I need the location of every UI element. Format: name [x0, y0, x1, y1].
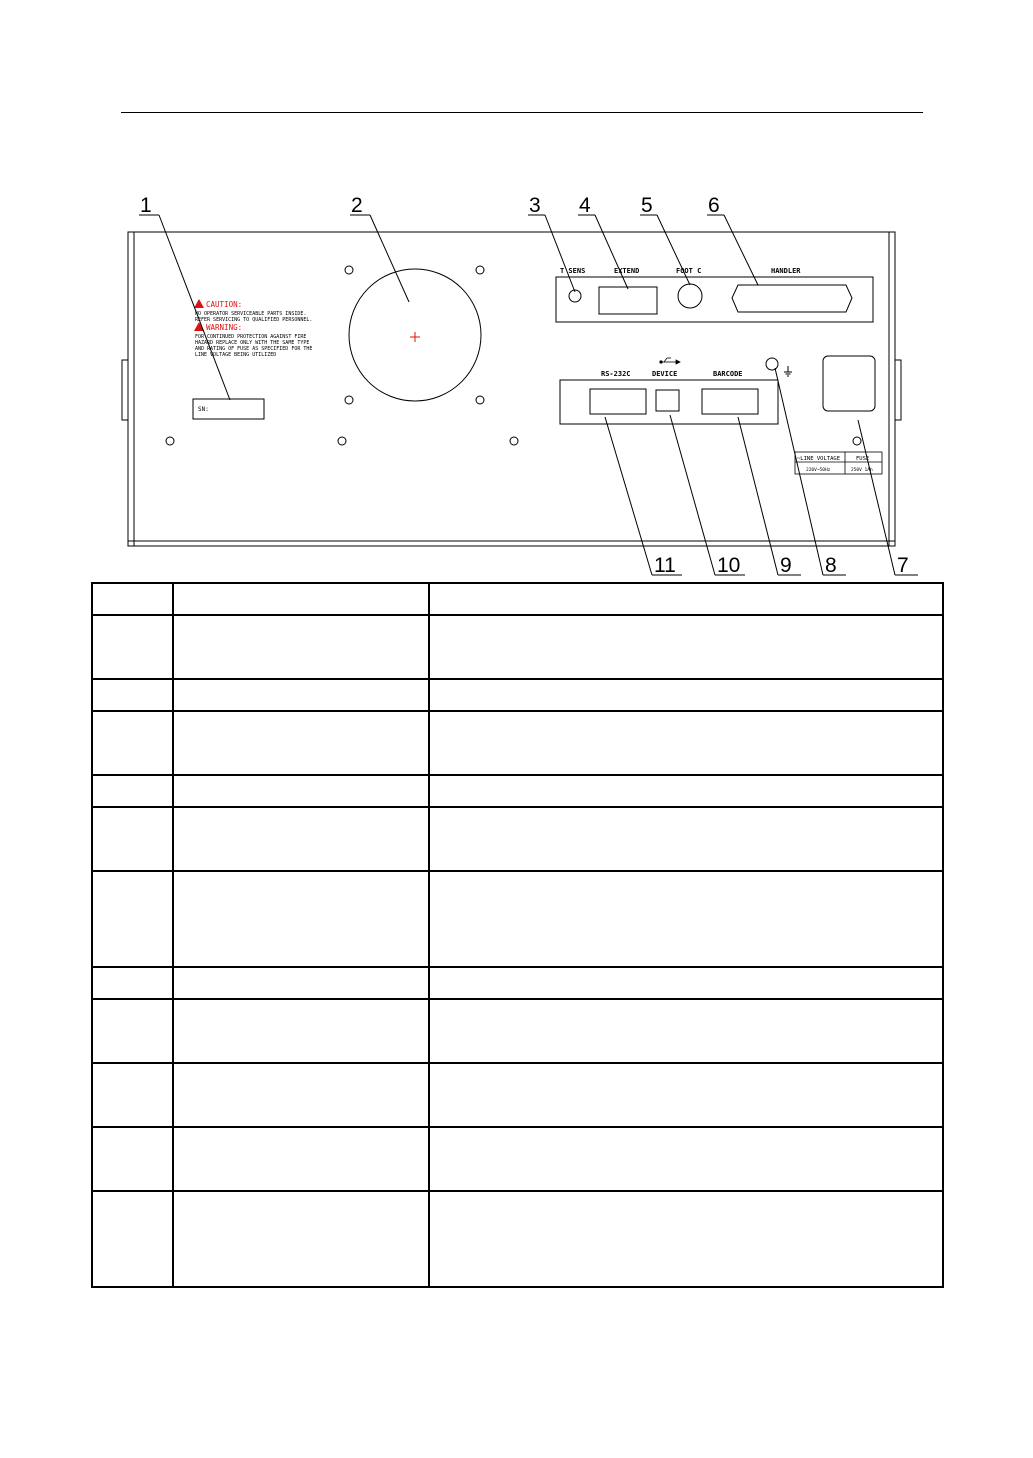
- table-cell: [429, 1191, 943, 1287]
- callout-leaders: [139, 215, 918, 575]
- table-cell: [173, 679, 429, 711]
- warning-line: LINE VOLTAGE BEING UTILIZED: [195, 352, 277, 358]
- table-cell: [173, 1063, 429, 1127]
- barcode-label: BARCODE: [713, 370, 743, 378]
- table-cell: [173, 967, 429, 999]
- caution-line: NO OPERATOR SERVICEABLE PARTS INSIDE.: [195, 311, 307, 317]
- device-label: DEVICE: [652, 370, 678, 378]
- table-cell: [429, 679, 943, 711]
- warning-label: [194, 299, 312, 358]
- usb-device-port: [656, 390, 679, 411]
- caution-title: CAUTION:: [206, 300, 243, 309]
- callout-reference-table: [91, 582, 944, 1288]
- table-cell: [173, 1127, 429, 1191]
- table-cell: [429, 1063, 943, 1127]
- table-cell: [173, 775, 429, 807]
- table-row: [92, 1063, 943, 1127]
- table-row: [92, 615, 943, 679]
- fan-screw-hole: [345, 266, 353, 274]
- table-row: [92, 1127, 943, 1191]
- ground-terminal: [766, 358, 792, 376]
- lower-connector-plate: [560, 380, 778, 424]
- table-cell: [92, 967, 173, 999]
- callout-11: 11: [654, 554, 676, 577]
- table-cell: [92, 615, 173, 679]
- power-socket: [823, 356, 875, 411]
- callout-3: 3: [529, 194, 541, 217]
- table-cell: [429, 615, 943, 679]
- t-sens-label: T SENS: [560, 267, 586, 275]
- line-voltage-value: 220V~50Hz: [806, 468, 831, 473]
- fuse-value: 250V 1Ah: [851, 468, 873, 473]
- table-cell: [429, 871, 943, 967]
- line-voltage-header: ~LINE VOLTAGE: [797, 456, 841, 462]
- serial-number-plate: [193, 399, 264, 419]
- table-cell: [92, 999, 173, 1063]
- table-cell: [92, 1191, 173, 1287]
- foot-c-label: FOOT C: [676, 267, 702, 275]
- rs232c-port: [590, 389, 646, 414]
- caution-triangle-icon: [194, 299, 204, 308]
- callout-8: 8: [825, 554, 837, 577]
- table-row: [92, 999, 943, 1063]
- caution-line: REFER SERVICING TO QUALIFIED PERSONNEL.: [195, 317, 313, 323]
- extend-port: [599, 287, 657, 314]
- callout-2: 2: [351, 194, 363, 217]
- foot-c-port: [678, 284, 702, 308]
- table-row: [92, 679, 943, 711]
- callout-7: 7: [897, 554, 909, 577]
- fan-screw-hole: [476, 266, 484, 274]
- table-cell: [92, 679, 173, 711]
- sn-label: SN:: [198, 406, 209, 413]
- usb-icon: [660, 358, 680, 364]
- table-cell: [173, 711, 429, 775]
- table-row: [92, 871, 943, 967]
- fan-screw-hole: [476, 396, 484, 404]
- fan-screw-hole: [345, 396, 353, 404]
- warning-line: AND RATING OF FUSE AS SPECIFIED FOR THE: [195, 346, 313, 352]
- header-cell: [92, 583, 173, 615]
- rs232c-label: RS-232C: [601, 370, 631, 378]
- fuse-header: FUSE: [856, 456, 870, 462]
- warning-line: FOR CONTINUED PROTECTION AGAINST FIRE: [195, 334, 307, 340]
- table-cell: [173, 1191, 429, 1287]
- table-cell: [429, 775, 943, 807]
- table-cell: [92, 1063, 173, 1127]
- table-cell: [92, 1127, 173, 1191]
- callout-1: 1: [140, 194, 152, 217]
- table-cell: [173, 999, 429, 1063]
- barcode-port: [702, 389, 758, 414]
- table-row: [92, 807, 943, 871]
- warning-title: WARNING:: [206, 323, 243, 332]
- table-cell: [92, 775, 173, 807]
- table-cell: [429, 711, 943, 775]
- table-cell: [92, 711, 173, 775]
- callout-4: 4: [579, 194, 591, 217]
- table-cell: [429, 807, 943, 871]
- table-cell: [92, 871, 173, 967]
- table-cell: [429, 1127, 943, 1191]
- fan: [345, 266, 484, 404]
- table-row: [92, 967, 943, 999]
- table-header-row: [92, 583, 943, 615]
- upper-connector-plate: [556, 277, 873, 322]
- header-cell: [173, 583, 429, 615]
- handler-label: HANDLER: [771, 267, 801, 275]
- table-row: [92, 775, 943, 807]
- table-cell: [429, 967, 943, 999]
- table-cell: [92, 807, 173, 871]
- callout-5: 5: [641, 194, 653, 217]
- table-cell: [173, 615, 429, 679]
- handler-port: [732, 285, 852, 312]
- table-cell: [173, 871, 429, 967]
- table-row: [92, 1191, 943, 1287]
- table-row: [92, 711, 943, 775]
- table-cell: [429, 999, 943, 1063]
- callout-6: 6: [708, 194, 720, 217]
- callout-9: 9: [780, 554, 792, 577]
- warning-line: HAZARD REPLACE ONLY WITH THE SAME TYPE: [195, 340, 310, 346]
- mounting-holes: [166, 437, 861, 445]
- callout-10: 10: [717, 554, 741, 577]
- table-cell: [173, 807, 429, 871]
- extend-label: EXTEND: [614, 267, 640, 275]
- rear-panel-diagram: [0, 0, 1033, 580]
- header-cell: [429, 583, 943, 615]
